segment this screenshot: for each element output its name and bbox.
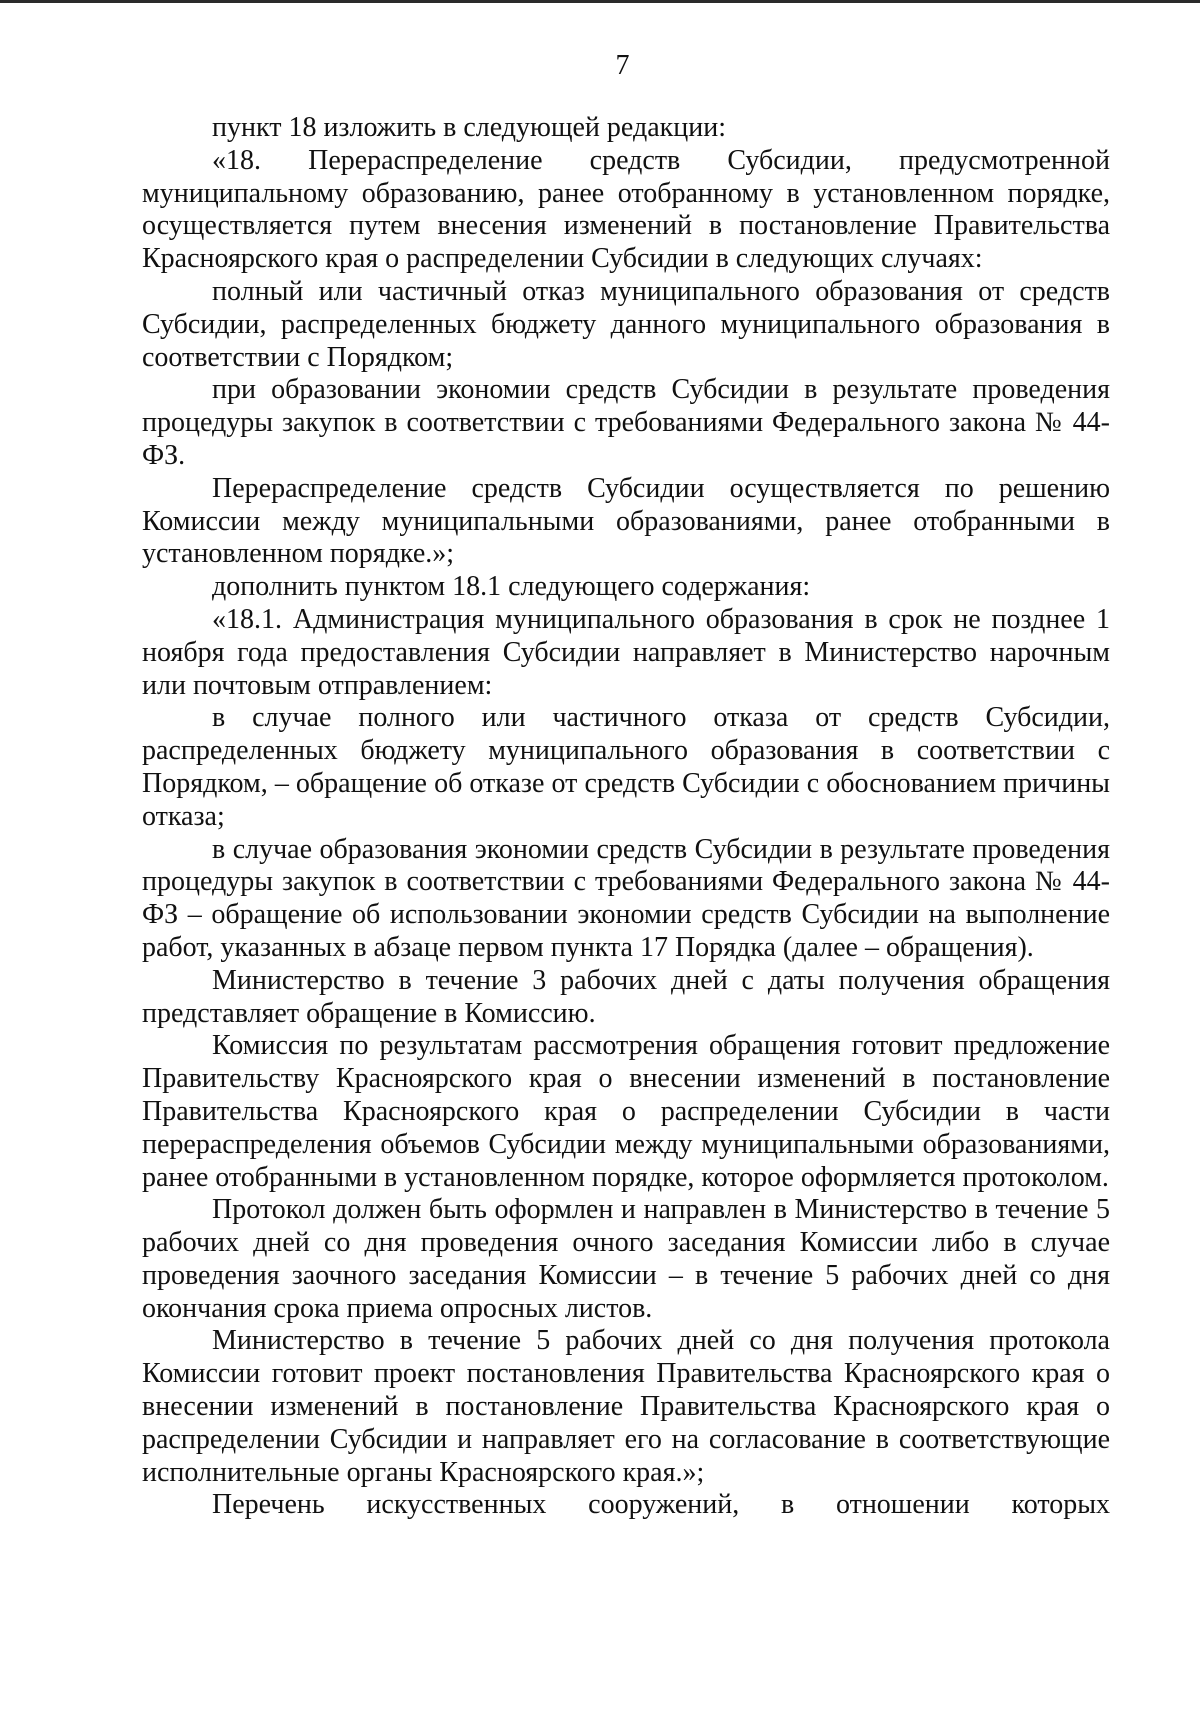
paragraph: Министерство в течение 5 рабочих дней со дня получения протокола Комиссии готовит проект постановления Правительства Красноярского края о внесении изменений в постановление Правительства Красноярского края о распределении Субсидии и направляет его на согласование в соответствующие исполнительные органы Красноярского края.»; [142, 1325, 1110, 1488]
paragraph: «18.1. Администрация муниципального образования в срок не позднее 1 ноября года предоставления Субсидии направляет в Министерство нарочным или почтовым отправлением: [142, 603, 1110, 701]
paragraph: дополнить пунктом 18.1 следующего содержания: [212, 571, 811, 603]
paragraph: Перераспределение средств Субсидии осуществляется по решению Комиссии между муниципальными образованиями, ранее отобранными в установленном порядке.»; [142, 472, 1110, 570]
paragraph: в случае полного или частичного отказа от средств Субсидии, распределенных бюджету муниципального образования в соответствии с Порядком, – обращение об отказе от средств Субсидии с обоснованием причины отказа; [142, 702, 1110, 832]
paragraph: Протокол должен быть оформлен и направлен в Министерство в течение 5 рабочих дней со дня проведения очного заседания Комиссии либо в случае проведения заочного заседания Комиссии – в течение 5 рабочих дней со дня окончания срока приема опросных листов. [142, 1194, 1110, 1324]
paragraph: Комиссия по результатам рассмотрения обращения готовит предложение Правительству Красноярского края о внесении изменений в постановление Правительства Красноярского края о распределении Субсидии в части перераспределения объемов Субсидии между муниципальными образованиями, ранее отобранными в установленном порядке, которое оформляется протоколом. [142, 1030, 1110, 1193]
paragraph: при образовании экономии средств Субсидии в результате проведения процедуры закупок в соответствии с требованиями Федерального закона № 44-ФЗ. [142, 374, 1110, 471]
paragraph: в случае образования экономии средств Субсидии в результате проведения процедуры закупок в соответствии с требованиями Федерального закона № 44-ФЗ – обращение об использовании экономии средств Субсидии на выполнение работ, указанных в абзаце первом пункта 17 Порядка (далее – обращения). [142, 833, 1110, 963]
paragraph: Министерство в течение 3 рабочих дней с даты получения обращения представляет обращение в Комиссию. [142, 964, 1110, 1029]
paragraph: «18. Перераспределение средств Субсидии, предусмотренной муниципальному образованию, ранее отобранному в установленном порядке, осуществляется путем внесения изменений в постановление Правительства Красноярского края о распределении Субсидии в следующих случаях: [142, 144, 1110, 275]
paragraph: пункт 18 изложить в следующей редакции: [212, 112, 726, 143]
paragraph: полный или частичный отказ муниципального образования от средств Субсидии, распределенных бюджету данного муниципального образования в соответствии с Порядком; [142, 275, 1110, 373]
paragraph-continued: Перечень искусственных сооружений, в отношении которых [212, 1489, 1110, 1521]
page-number: 7 [615, 50, 630, 81]
scan-top-edge [0, 0, 1200, 3]
document-body [142, 112, 1110, 1522]
